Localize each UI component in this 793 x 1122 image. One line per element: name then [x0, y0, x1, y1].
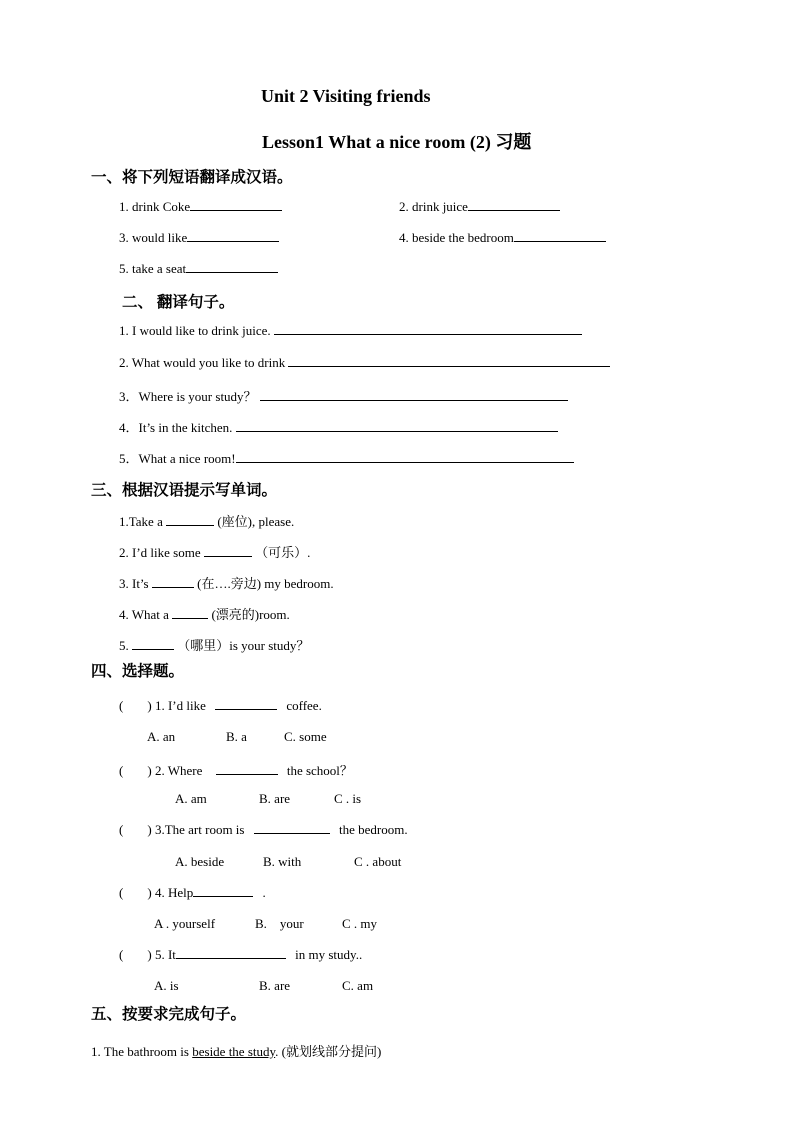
- s3-item-2-pre: 2. I’d like some: [119, 545, 201, 560]
- answer-paren-close: ): [147, 698, 152, 713]
- answer-line[interactable]: [236, 430, 558, 432]
- mc-option-2b[interactable]: B. are: [259, 791, 291, 806]
- mc-option-5b[interactable]: B. are: [259, 978, 291, 993]
- mc-option-5a[interactable]: A. is: [154, 978, 179, 993]
- answer-paren-close: ): [147, 947, 152, 962]
- mc-stem: 4. Help: [154, 885, 194, 900]
- s1-item-1: [119, 199, 282, 215]
- s3-item-2-post: （可乐）.: [255, 545, 311, 560]
- answer-paren-close: ): [147, 822, 152, 837]
- s3-item-5-post: （哪里）is your study？: [177, 638, 310, 653]
- s3-item-1-pre: 1.Take a: [119, 514, 163, 529]
- s1-item-2: [399, 199, 560, 215]
- answer-paren-open[interactable]: (: [119, 947, 124, 962]
- s3-item-1-post: (座位), please.: [217, 514, 295, 529]
- answer-blank[interactable]: [215, 708, 277, 710]
- s3-item-3-post: (在….旁边) my bedroom.: [197, 576, 334, 591]
- mc-option-4c[interactable]: C . my: [342, 916, 378, 931]
- answer-paren-open[interactable]: (: [119, 885, 124, 900]
- s2-item-5-text: 5．What a nice room!: [119, 451, 236, 466]
- s2-item-2-text: 2. What would you like to drink: [119, 355, 286, 370]
- s5-item-post: . (就划线部分提问): [275, 1044, 382, 1059]
- mc-option-1a[interactable]: A. an: [147, 729, 176, 744]
- answer-blank[interactable]: [514, 240, 606, 242]
- mc-option-3b[interactable]: B. with: [263, 854, 302, 869]
- s2-item-2: [119, 355, 610, 371]
- s3-item-2: [119, 542, 310, 561]
- section5-heading: 五、按要求完成句子。: [91, 1006, 247, 1023]
- mc-after: the bedroom.: [338, 822, 408, 837]
- mc-question-2: [119, 760, 353, 779]
- s1-item-4: [399, 230, 606, 246]
- mc-option-5c[interactable]: C. am: [342, 978, 374, 993]
- answer-blank[interactable]: [254, 832, 330, 834]
- mc-option-1c[interactable]: C. some: [284, 729, 327, 744]
- s5-item-underlined: beside the study: [192, 1044, 276, 1059]
- mc-option-2c[interactable]: C . is: [334, 791, 362, 806]
- mc-after: .: [262, 885, 266, 900]
- answer-line[interactable]: [288, 365, 610, 367]
- s1-item-5-text: 5. take a seat: [119, 261, 187, 276]
- answer-paren-open[interactable]: (: [119, 822, 124, 837]
- answer-line[interactable]: [274, 333, 582, 335]
- mc-option-4b[interactable]: B. your: [255, 916, 304, 931]
- answer-paren-close: ): [147, 885, 152, 900]
- answer-blank[interactable]: [186, 271, 278, 273]
- answer-line[interactable]: [236, 461, 574, 463]
- s1-item-5: [119, 261, 278, 277]
- mc-option-1b[interactable]: B. a: [226, 729, 247, 744]
- answer-paren-open[interactable]: (: [119, 698, 124, 713]
- lesson-subtitle: Lesson1 What a nice room (2) 习题: [262, 132, 532, 152]
- answer-blank[interactable]: [193, 895, 253, 897]
- mc-option-2a[interactable]: A. am: [175, 791, 207, 806]
- mc-stem: 1. I’d like: [154, 698, 206, 713]
- s2-item-1: [119, 323, 582, 339]
- s5-item-pre: 1. The bathroom is: [91, 1044, 189, 1059]
- answer-blank[interactable]: [152, 586, 194, 588]
- answer-line[interactable]: [260, 399, 568, 401]
- answer-blank[interactable]: [204, 555, 252, 557]
- mc-option-3c[interactable]: C . about: [354, 854, 402, 869]
- s3-item-4-pre: 4. What a: [119, 607, 169, 622]
- answer-blank[interactable]: [132, 648, 174, 650]
- s3-item-4: [119, 604, 290, 623]
- section3-heading: 三、根据汉语提示写单词。: [91, 482, 278, 499]
- mc-stem: 5. It: [154, 947, 176, 962]
- mc-option-4a[interactable]: A . yourself: [154, 916, 216, 931]
- s5-item-1: [91, 1041, 381, 1060]
- mc-after: the school？: [286, 763, 353, 778]
- mc-stem: 2. Where: [154, 763, 203, 778]
- mc-after: coffee.: [286, 698, 322, 713]
- answer-paren-close: ): [147, 763, 152, 778]
- mc-option-3a[interactable]: A. beside: [175, 854, 225, 869]
- section4-heading: 四、选择题。: [91, 663, 185, 680]
- answer-blank[interactable]: [176, 957, 286, 959]
- answer-blank[interactable]: [216, 773, 278, 775]
- s2-item-3-text: 3．Where is your study？: [119, 389, 257, 404]
- s3-item-3: [119, 573, 334, 592]
- s3-item-5-pre: 5.: [119, 638, 129, 653]
- s2-item-4: [119, 417, 558, 436]
- answer-blank[interactable]: [468, 209, 560, 211]
- mc-stem: 3.The art room is: [154, 822, 245, 837]
- mc-question-4: [119, 885, 266, 901]
- mc-question-3: [119, 822, 408, 838]
- answer-paren-open[interactable]: (: [119, 763, 124, 778]
- s2-item-5: [119, 448, 574, 467]
- s3-item-1: [119, 511, 294, 530]
- mc-question-5: [119, 947, 362, 963]
- s1-item-3: [119, 230, 279, 246]
- answer-blank[interactable]: [187, 240, 279, 242]
- worksheet-title: Unit 2 Visiting friends: [261, 86, 431, 106]
- s1-item-2-text: 2. drink juice: [399, 199, 468, 214]
- section2-heading: 二、 翻译句子。: [122, 294, 235, 311]
- s2-item-3: [119, 386, 568, 405]
- section1-heading: 一、将下列短语翻译成汉语。: [91, 169, 293, 186]
- s3-item-3-pre: 3. It’s: [119, 576, 149, 591]
- answer-blank[interactable]: [166, 524, 214, 526]
- mc-after: in my study..: [295, 947, 363, 962]
- answer-blank[interactable]: [172, 617, 208, 619]
- s1-item-1-text: 1. drink Coke: [119, 199, 191, 214]
- s3-item-5: [119, 635, 309, 654]
- s2-item-1-text: 1. I would like to drink juice.: [119, 323, 271, 338]
- answer-blank[interactable]: [190, 209, 282, 211]
- mc-question-1: [119, 698, 322, 714]
- s1-item-3-text: 3. would like: [119, 230, 188, 245]
- s2-item-4-text: 4．It’s in the kitchen.: [119, 420, 233, 435]
- s1-item-4-text: 4. beside the bedroom: [399, 230, 514, 245]
- s3-item-4-post: (漂亮的)room.: [211, 607, 290, 622]
